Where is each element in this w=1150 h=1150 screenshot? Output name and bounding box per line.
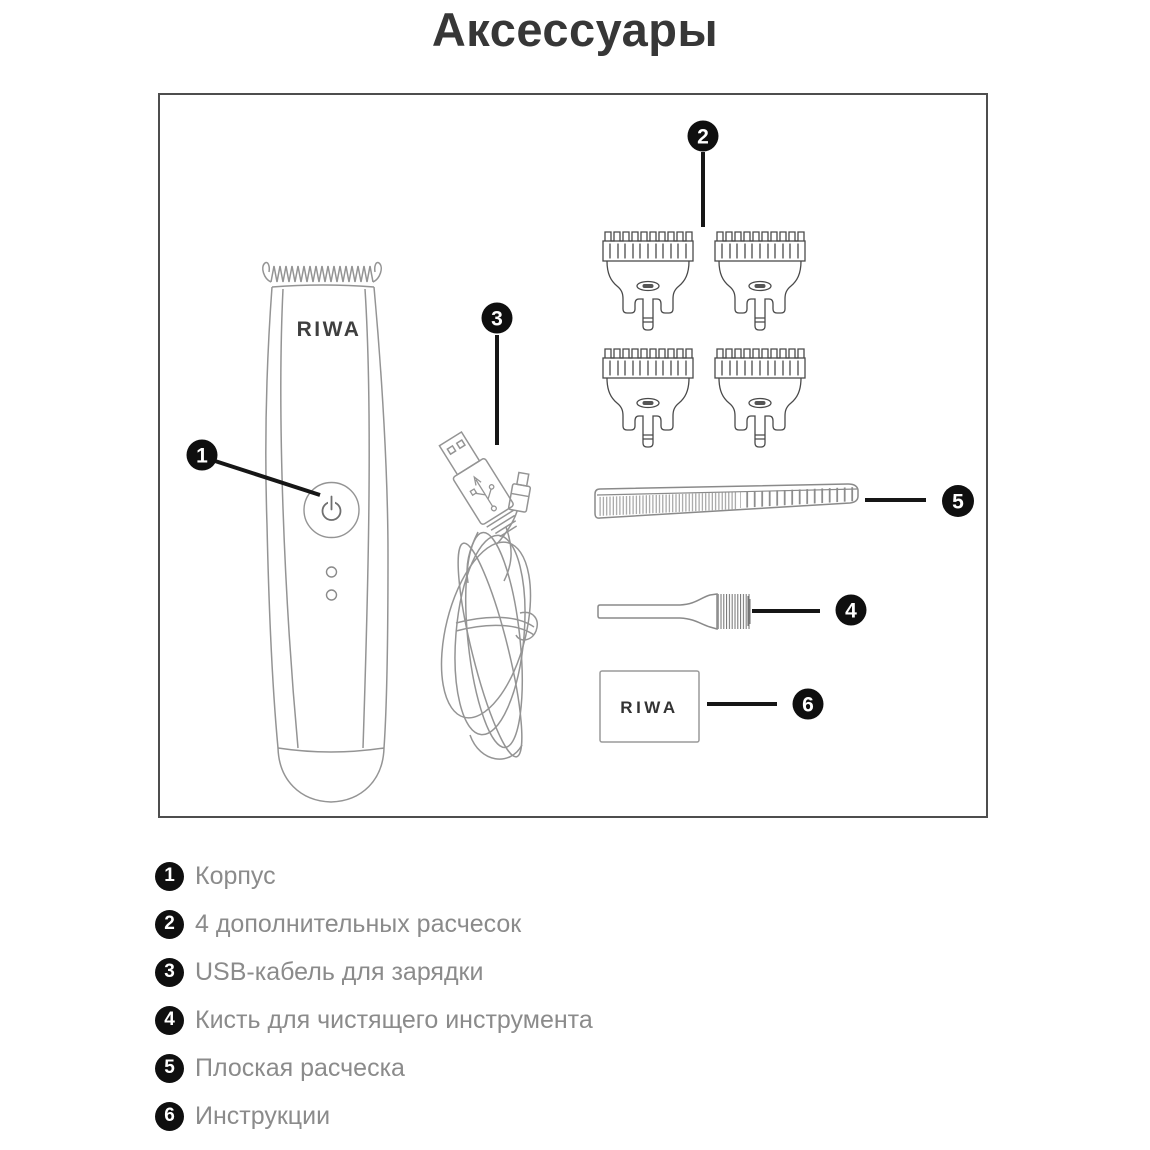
legend-label-3: USB-кабель для зарядки [195, 957, 484, 986]
legend-badge-2: 2 [155, 910, 184, 939]
callout-3 [482, 303, 513, 446]
riwa-logo: RIWA [296, 318, 362, 341]
riwa-logo-card: RIWA [620, 698, 679, 717]
clipper-body-outline [266, 285, 388, 748]
comb-attachment-3 [603, 349, 693, 447]
power-icon [323, 497, 341, 521]
clipper-body-seams [281, 289, 369, 748]
legend-item-usb-cable [155, 957, 593, 987]
clipper-blade-teeth-icon [263, 263, 381, 282]
legend-badge-3: 3 [155, 958, 184, 987]
flat-comb-illustration [595, 484, 858, 518]
legend-item-body [155, 861, 593, 891]
legend-label-5: Плоская расческа [195, 1053, 405, 1082]
callout-5 [865, 485, 974, 517]
svg-text:1: 1 [196, 444, 208, 468]
indicator-led-1 [327, 567, 337, 577]
svg-text:5: 5 [952, 490, 964, 514]
legend-badge-5: 5 [155, 1054, 184, 1083]
callout-1 [187, 440, 321, 496]
legend-badge-6: 6 [155, 1102, 184, 1131]
usb-trident-icon [465, 471, 505, 516]
callout-1-line [215, 461, 320, 495]
legend-badge-1: 1 [155, 862, 184, 891]
legend [155, 861, 593, 1149]
indicator-led-2 [327, 590, 337, 600]
svg-text:3: 3 [491, 307, 503, 331]
diagram-box [158, 93, 988, 818]
legend-label-6: Инструкции [195, 1101, 331, 1130]
page-title: Аксессуары [431, 3, 719, 56]
legend-item-combs [155, 909, 593, 939]
svg-text:6: 6 [802, 693, 814, 717]
legend-badge-4: 4 [155, 1006, 184, 1035]
clipper-base-cap [278, 748, 384, 802]
diagram-illustration [160, 95, 986, 816]
cleaning-brush-illustration [598, 594, 750, 629]
comb-attachments [603, 232, 805, 447]
usb-cable-illustration [425, 429, 546, 761]
legend-item-flat-comb [155, 1053, 593, 1083]
svg-text:2: 2 [697, 125, 709, 149]
cable-coil [425, 527, 546, 761]
legend-item-brush [155, 1005, 593, 1035]
callout-6 [707, 689, 824, 720]
legend-label-2: 4 дополнительных расчесок [195, 909, 522, 938]
legend-item-instructions [155, 1101, 593, 1131]
manual-card [600, 671, 699, 742]
comb-attachment-4 [715, 349, 805, 447]
callout-2 [688, 121, 719, 228]
legend-label-4: Кисть для чистящего инструмента [195, 1005, 593, 1034]
clipper-illustration [263, 263, 388, 802]
comb-attachment-1 [603, 232, 693, 330]
svg-text:4: 4 [845, 599, 857, 623]
comb-attachment-2 [715, 232, 805, 330]
legend-label-1: Корпус [195, 861, 276, 890]
callout-4 [752, 595, 867, 626]
